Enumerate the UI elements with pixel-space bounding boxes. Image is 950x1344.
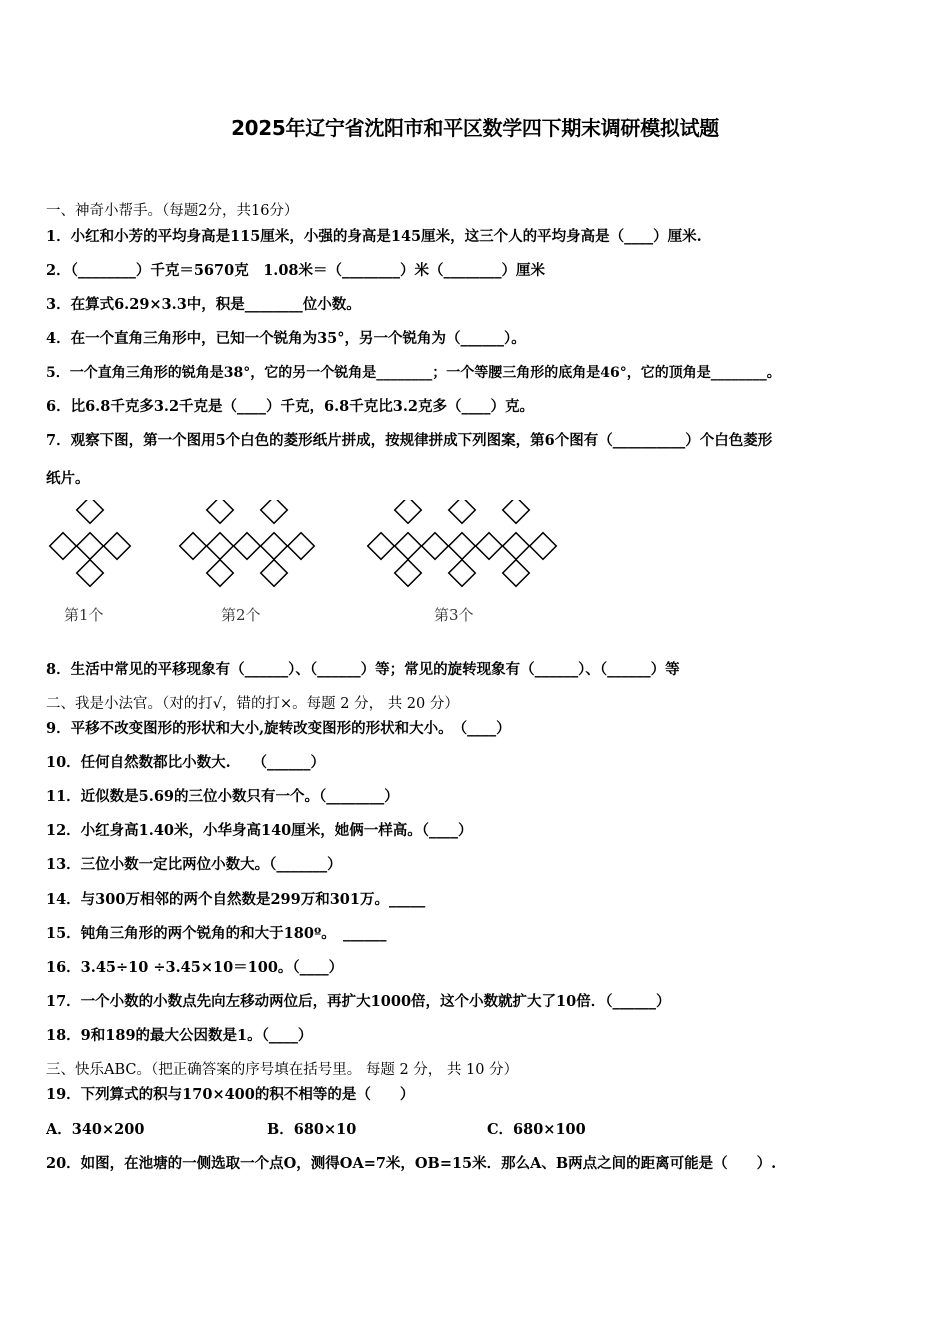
question-13: 13．三位小数一定比两位小数大。（_______） — [46, 856, 342, 873]
question-2: 2．（________）千克＝5670克 1.08米＝（________）米（________）厘米 — [46, 262, 546, 279]
section-heading-1: 一、神奇小帮手。（每题2分，共16分） — [46, 203, 299, 219]
question-1: 1．小红和小芳的平均身高是115厘米，小强的身高是145厘米，这三个人的平均身高是（____）厘米. — [46, 228, 702, 245]
question-4: 4．在一个直角三角形中，已知一个锐角为35°，另一个锐角为（______）。 — [46, 330, 526, 347]
question-11: 11．近似数是5.69的三位小数只有一个。（________） — [46, 788, 399, 805]
rhombus-pattern-figure — [40, 500, 580, 600]
figure-label-3: 第3个 — [434, 606, 474, 624]
option-a: A．340×200 — [46, 1121, 145, 1138]
pattern-2 — [180, 500, 315, 586]
section-heading-3: 三、快乐ABC。（把正确答案的序号填在括号里。 每题 2 分， 共 10 分） — [46, 1062, 519, 1078]
option-c: C．680×100 — [487, 1121, 586, 1138]
question-7: 7．观察下图，第一个图用5个白色的菱形纸片拼成，按规律拼成下列图案，第6个图有（__________）个白色菱形 — [46, 432, 773, 449]
question-17: 17．一个小数的小数点先向左移动两位后，再扩大1000倍，这个小数就扩大了10倍．（______） — [46, 993, 671, 1010]
question-5: 5．一个直角三角形的锐角是38°，它的另一个锐角是________；一个等腰三角形的底角是46°，它的顶角是________。 — [46, 365, 781, 381]
question-14: 14．与300万相邻的两个自然数是299万和301万。_____ — [46, 891, 426, 908]
page-title: 2025年辽宁省沈阳市和平区数学四下期末调研模拟试题 — [231, 116, 719, 140]
question-7-continued: 纸片。 — [46, 470, 90, 487]
question-15: 15．钝角三角形的两个锐角的和大于180º。 ______ — [46, 925, 387, 942]
section-heading-2: 二、我是小法官。（对的打√，错的打×。每题 2 分， 共 20 分） — [46, 696, 459, 712]
figure-label-1: 第1个 — [64, 606, 104, 624]
question-18: 18．9和189的最大公因数是1。（____） — [46, 1027, 313, 1044]
question-12: 12．小红身高1.40米，小华身高140厘米，她俩一样高。（____） — [46, 822, 473, 839]
question-10: 10．任何自然数都比小数大. （______） — [46, 754, 325, 771]
option-b: B．680×10 — [267, 1121, 357, 1138]
question-19: 19．下列算式的积与170×400的积不相等的是（ ） — [46, 1086, 415, 1103]
question-8: 8．生活中常见的平移现象有（______）、（______）等；常见的旋转现象有（______）、（______）等 — [46, 661, 680, 678]
figure-label-2: 第2个 — [221, 606, 261, 624]
question-6: 6．比6.8千克多3.2千克是（____）千克，6.8千克比3.2克多（____）克。 — [46, 398, 534, 415]
pattern-1 — [50, 500, 131, 586]
question-20: 20．如图，在池塘的一侧选取一个点O，测得OA=7米，OB=15米．那么A、B两点之间的距离可能是（ ）. — [46, 1155, 777, 1172]
pattern-3 — [368, 500, 557, 586]
question-16: 16．3.45÷10 ÷3.45×10＝100。（____） — [46, 959, 344, 976]
question-3: 3．在算式6.29×3.3中，积是________位小数。 — [46, 296, 361, 313]
question-9: 9．平移不改变图形的形状和大小,旋转改变图形的形状和大小。 （____） — [46, 720, 511, 737]
